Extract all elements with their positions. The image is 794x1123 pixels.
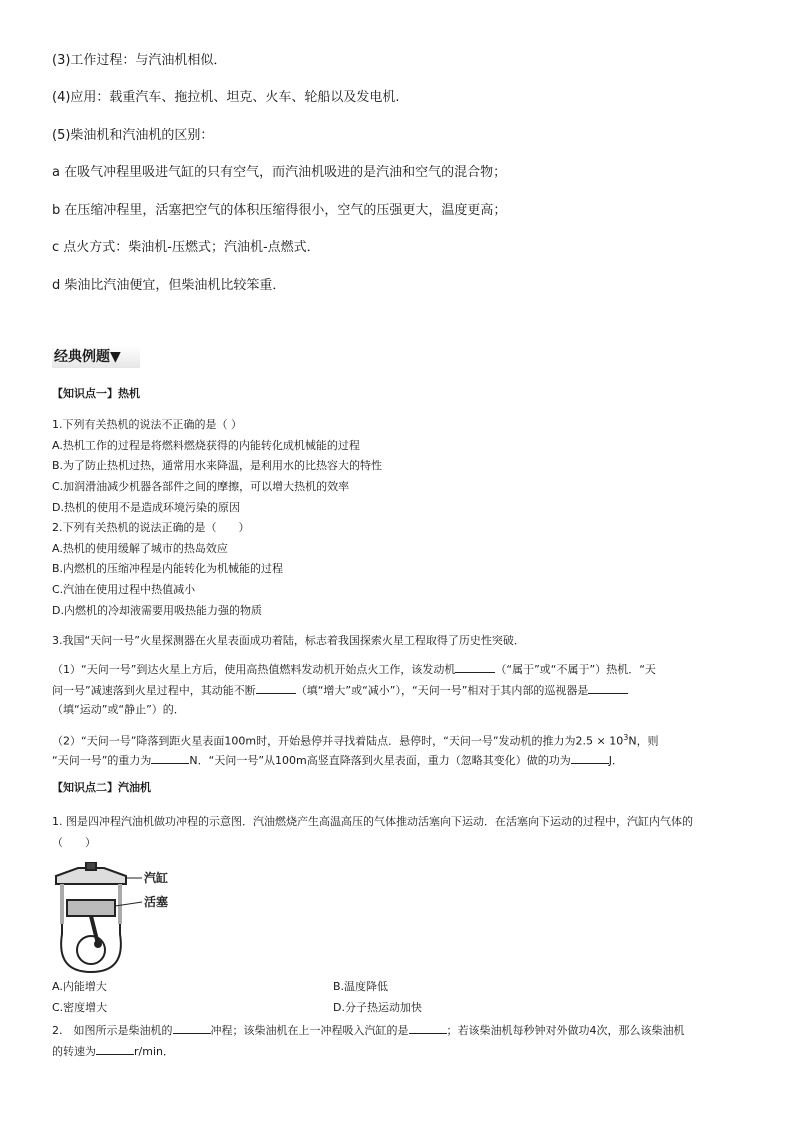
kp1-q1-option-c: C.加润滑油减少机器各部件之间的摩擦，可以增大热机的效率	[52, 480, 350, 493]
kp2-q1-stem-paren: （ ）	[52, 836, 96, 849]
intro-line-difference-d: d 柴油比汽油便宜，但柴油机比较笨重．	[52, 278, 286, 293]
intro-line-difference-b: b 在压缩冲程里，活塞把空气的体积压缩得很小，空气的压强更大，温度更高；	[52, 203, 507, 218]
answer-blank-kinetic-energy[interactable]	[256, 681, 296, 694]
kp1-q1-option-a: A.热机工作的过程是将燃料燃烧获得的内能转化成机械能的过程	[52, 439, 360, 452]
kp1-q3-p2-text-b: 时，开始悬停并寻找着陆点．悬停时，“天问一号”发动机的推力为	[256, 734, 576, 748]
kp2-q1-option-d: D.分子热运动加快	[333, 1001, 422, 1014]
kp1-q2-option-a: A.热机的使用缓解了城市的热岛效应	[52, 542, 228, 555]
kp1-heading: 【知识点一】热机	[52, 387, 140, 400]
kp1-q3-part1-line2	[52, 681, 628, 699]
connecting-rod	[91, 916, 98, 944]
kp2-q2-line2	[52, 1042, 174, 1060]
answer-blank-speed[interactable]	[96, 1042, 134, 1055]
kp2-q1-option-a: A.内能增大	[52, 980, 107, 993]
answer-blank-work[interactable]	[571, 751, 609, 764]
kp1-q3-p1-text-d: （填“增大”或“减小”），“天问一号”相对于其内部的巡视器是	[295, 684, 589, 697]
kp2-q2-text-c: ；若该柴油机每秒钟对外做功	[446, 1024, 590, 1037]
kp1-q3-part1-line1	[52, 660, 656, 678]
kp1-q3-p1-text-c: 问一号”减速落到火星过程中，其动能不断	[52, 684, 256, 697]
kp1-q3-part2-line1	[52, 730, 659, 750]
answer-blank-heat-engine[interactable]	[455, 660, 495, 673]
kp1-q3-p1-text-b: （“属于”或“不属于”）热机．“天	[495, 663, 656, 676]
kp1-q2-option-d: D.内燃机的冷却液需要用吸热能力强的物质	[52, 604, 262, 617]
kp1-q2-option-c: C.汽油在使用过程中热值减小	[52, 583, 196, 596]
kp1-q2-option-b: B.内燃机的压缩冲程是内能转化为机械能的过程	[52, 562, 284, 575]
kp1-q3-p1-text-a: （1）“天问一号”到达火星上方后，使用高热值燃料发动机开始点火工作，该发动机	[52, 663, 456, 676]
kp1-q1-stem: 1.下列有关热机的说法不正确的是（ ）	[52, 418, 242, 431]
intro-line-difference-c: c 点火方式：柴油机-压燃式；汽油机-点燃式．	[52, 240, 320, 255]
engine-diagram	[50, 862, 180, 974]
kp1-q3-p2-text-c: ，则	[636, 734, 659, 748]
kp2-q1-option-c: C.密度增大	[52, 1001, 108, 1014]
kp1-q3-p2-force-unit: N	[628, 734, 637, 748]
kp1-q3-p2-distance: 100m	[224, 734, 257, 748]
kp2-q2-count: 4	[589, 1024, 597, 1037]
kp1-q3-p2-force-value: 2.5 × 10	[575, 734, 624, 748]
kp2-q2-unit: r/min．	[134, 1045, 174, 1058]
intro-line-applications: (4)应用：载重汽车、拖拉机、坦克、火车、轮船以及发电机.	[52, 90, 400, 105]
kp1-q3-p2-text-f: 高竖直降落到火星表面，重力（忽略其变化）做的功为	[306, 754, 571, 767]
kp2-q2-text-e: 的转速为	[52, 1045, 96, 1058]
kp2-q2-text-d: 次，那么该柴油机	[596, 1024, 685, 1037]
kp1-q3-p2-text-a: （2）“天问一号”降落到距火星表面	[52, 734, 225, 748]
kp1-q3-part2-line2	[52, 751, 623, 769]
intro-line-working-process: (3)工作过程：与汽油机相似．	[52, 53, 227, 68]
answer-blank-stroke[interactable]	[173, 1021, 211, 1034]
kp1-q1-option-d: D.热机的使用不是造成环境污染的原因	[52, 501, 240, 514]
kp2-q2-text-b: 冲程；该柴油机在上一冲程吸入汽缸的是	[210, 1024, 409, 1037]
kp2-q1-stem: 1. 图是四冲程汽油机做功冲程的示意图．汽油燃烧产生高温高压的气体推动活塞向下运动．在活塞向下运动的过程中，汽缸内气体的	[52, 815, 693, 828]
section-title: 经典例题▼	[52, 346, 140, 368]
kp1-q3-p2-text-d: “天问一号”的重力为	[52, 754, 152, 767]
answer-blank-intake[interactable]	[409, 1021, 447, 1034]
kp1-q3-stem: 3.我国“天问一号”火星探测器在火星表面成功着陆，标志着我国探索火星工程取得了历史性突破．	[52, 634, 525, 647]
label-cylinder: 汽缸	[144, 871, 169, 885]
kp2-q2-text-a: 2. 如图所示是柴油机的	[52, 1024, 173, 1037]
spark-plug	[86, 862, 96, 870]
answer-blank-relative-motion[interactable]	[588, 681, 628, 694]
kp1-q3-p2-text-e: N．“天问一号”从	[189, 754, 276, 767]
kp1-q2-stem: 2.下列有关热机的说法正确的是（ ）	[52, 521, 250, 534]
kp2-q2-line1	[52, 1021, 685, 1039]
kp1-q1-option-b: B.为了防止热机过热，通常用水来降温，是利用水的比热容大的特性	[52, 459, 383, 472]
piston	[67, 900, 115, 916]
intro-line-differences-heading: (5)柴油机和汽油机的区别：	[52, 128, 214, 143]
kp2-q1-option-b: B.温度降低	[333, 980, 389, 993]
answer-blank-weight[interactable]	[151, 751, 189, 764]
crankshaft	[77, 936, 105, 964]
kp1-q3-part1-line3: （填“运动”或“静止”）的．	[52, 703, 185, 716]
label-piston: 活塞	[144, 895, 169, 909]
kp2-heading: 【知识点二】汽油机	[52, 781, 151, 794]
kp1-q3-p2-distance-2: 100m	[275, 754, 307, 767]
kp1-q3-p2-force-exponent: 3	[623, 733, 629, 742]
intro-line-difference-a: a 在吸气冲程里吸进气缸的只有空气，而汽油机吸进的是汽油和空气的混合物；	[52, 165, 507, 180]
kp1-q3-p2-text-g: J．	[608, 754, 624, 767]
